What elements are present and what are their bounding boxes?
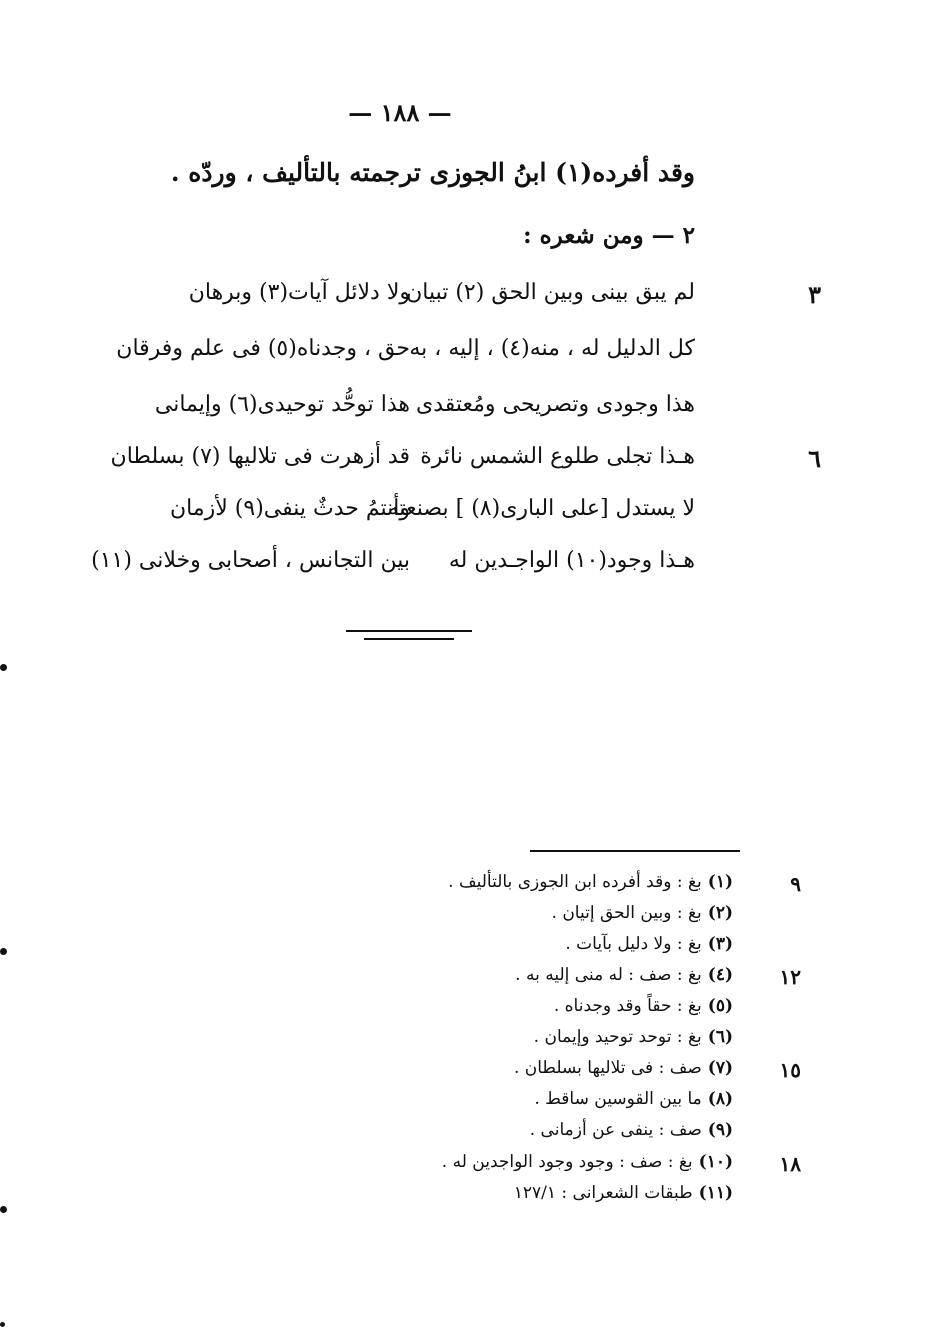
footnote-number: (٣) [707, 934, 733, 954]
verse-second-hemistich: ولا دلائل آيات(٣) وبرهان [188, 280, 410, 305]
footnote [0, 1183, 943, 1213]
footnote-number: (١٠) [698, 1152, 733, 1172]
intro-line: وقد أفرده(١) ابنُ الجوزى ترجمته بالتأليف ، وردّه . [170, 158, 695, 187]
footnote-number: (٥) [707, 996, 733, 1016]
footnote [0, 1120, 943, 1150]
verse-second-hemistich: بين التجانس ، أصحابى وخلانى (١١) [91, 548, 410, 573]
footnote-text: صف : فى تلاليها بسلطان . [513, 1058, 702, 1078]
footnote-number: (١) [707, 872, 733, 892]
footnote-number: (٩) [707, 1120, 733, 1140]
footnote [0, 934, 943, 964]
footnote-number: (٤) [707, 965, 733, 985]
footnote-text: بغ : ولا دليل بآيات . [565, 934, 702, 954]
footnote-number: (٢) [707, 903, 733, 923]
verse-line-number: ٣ [808, 280, 821, 309]
footnote-number: (٦) [707, 1027, 733, 1047]
section-divider [364, 638, 454, 640]
verse-first-hemistich: كل الدليل له ، منه(٤) ، إليه ، به [409, 336, 695, 361]
scan-speck [0, 1206, 7, 1213]
footnote [0, 903, 943, 933]
footnote-line-number: ٩ [790, 872, 801, 896]
verse-first-hemistich: هذا وجودى وتصريحى ومُعتقدى [415, 392, 695, 417]
footnote [0, 1089, 943, 1119]
footnote-text: طبقات الشعرانى : ١٢٧/١ [513, 1183, 693, 1203]
verse-row [0, 336, 943, 386]
footnote-line-number: ١٥ [779, 1058, 801, 1082]
footnote-text: صف : ينفى عن أزمانى . [529, 1120, 702, 1140]
footnote [0, 1058, 943, 1088]
section-heading: ٢ — ومن شعره : [523, 222, 695, 249]
footnote-text: بغ : صف : وجود وجود الواجدين له . [441, 1152, 693, 1172]
page-number: — ١٨٨ — [348, 98, 452, 127]
footnote [0, 872, 943, 902]
footnote [0, 996, 943, 1026]
verse-second-hemistich: وأنتمُ حدثٌ ينفى(٩) لأزمان [169, 496, 410, 521]
verse-row [0, 444, 943, 494]
verse-first-hemistich: لا يستدل [على البارى(٨) ] بصنعته [387, 496, 695, 521]
footnote [0, 1027, 943, 1057]
verse-row [0, 548, 943, 598]
verse-line-number: ٦ [808, 444, 821, 473]
verse-second-hemistich: هذا توحُّد توحيدى(٦) وإيمانى [154, 392, 410, 417]
footnote-number: (١١) [698, 1183, 733, 1203]
verse-second-hemistich: حق ، وجدناه(٥) فى علم وفرقان [116, 336, 410, 361]
footnote-text: بغ : حقاً وقد وجدناه . [553, 996, 702, 1016]
footnote-text: ما بين القوسين ساقط . [534, 1089, 702, 1109]
footnote-line-number: ١٨ [779, 1152, 801, 1176]
footnote-text: بغ : وبين الحق إتيان . [551, 903, 702, 923]
verse-row [0, 496, 943, 546]
footnote-number: (٧) [707, 1058, 733, 1078]
footnote-divider [530, 850, 740, 852]
scan-speck [0, 1322, 5, 1327]
verse-first-hemistich: لم يبق بينى وبين الحق (٢) تبيان [406, 280, 695, 305]
section-divider [346, 630, 472, 632]
footnote-text: بغ : وقد أفرده ابن الجوزى بالتأليف . [448, 872, 702, 892]
verse-first-hemistich: هـذا وجود(١٠) الواجـدين له [448, 548, 695, 573]
footnote-text: بغ : توحد توحيد وإيمان . [533, 1027, 702, 1047]
footnote [0, 1152, 943, 1182]
verse-second-hemistich: قد أزهرت فى تلاليها (٧) بسلطان [110, 444, 410, 469]
scan-speck [0, 664, 7, 671]
footnote [0, 965, 943, 995]
footnote-text: بغ : صف : له منى إليه به . [515, 965, 702, 985]
verse-first-hemistich: هـذا تجلى طلوع الشمس نائرة [420, 444, 695, 469]
scan-speck [0, 948, 7, 955]
footnote-number: (٨) [707, 1089, 733, 1109]
verse-row [0, 280, 943, 330]
footnote-line-number: ١٢ [779, 965, 801, 989]
verse-row [0, 392, 943, 442]
